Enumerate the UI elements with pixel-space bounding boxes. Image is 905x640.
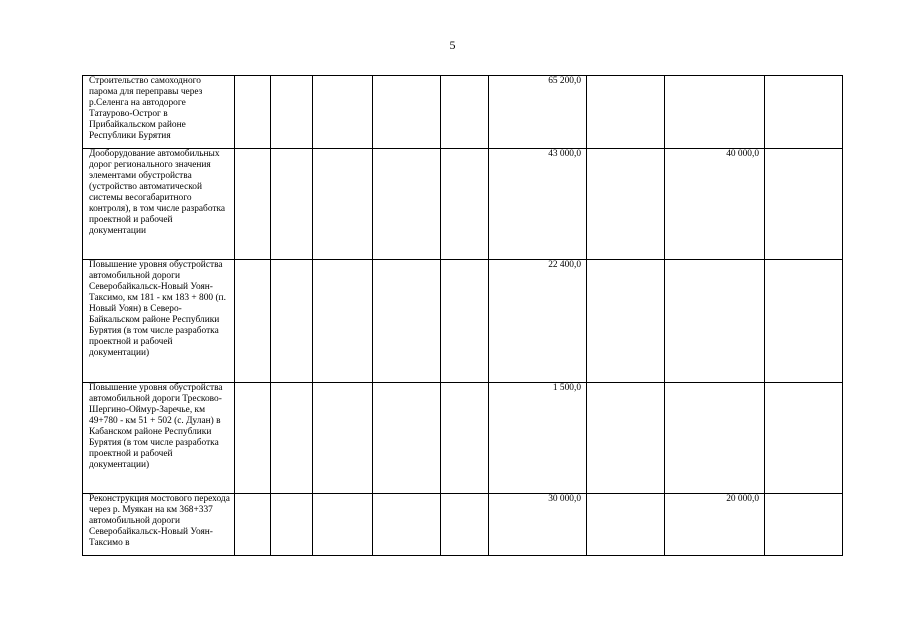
empty-cell [271,260,313,383]
empty-cell [373,260,441,383]
empty-cell [271,383,313,494]
amount-cell: 20 000,0 [665,494,765,556]
empty-cell [235,149,271,260]
empty-cell [765,76,843,149]
table-row [83,383,843,494]
table-row [83,494,843,556]
empty-cell [441,76,489,149]
empty-cell [441,494,489,556]
amount-cell: 30 000,0 [489,494,587,556]
empty-cell [235,76,271,149]
budget-table [82,75,843,556]
empty-cell [765,383,843,494]
amount-cell [665,76,765,149]
empty-cell [373,76,441,149]
amount-cell [665,260,765,383]
amount-cell: 1 500,0 [489,383,587,494]
empty-cell [373,383,441,494]
amount-cell: 43 000,0 [489,149,587,260]
empty-cell [441,149,489,260]
empty-cell [587,260,665,383]
empty-cell [587,383,665,494]
amount-cell: 22 400,0 [489,260,587,383]
table-row [83,76,843,149]
project-description: Строительство самоходного парома для переправы через р.Селенга на автодороге Татаурово-Острог в Прибайкальском районе Республики Бурятия [83,76,235,149]
empty-cell [765,149,843,260]
empty-cell [587,76,665,149]
empty-cell [441,383,489,494]
project-description: Реконструкция мостового перехода через р. Муякан на км 368+337 автомобильной дороги Северобайкальск-Новый Уоян-Таксимо в [83,494,235,556]
empty-cell [235,494,271,556]
empty-cell [271,494,313,556]
empty-cell [373,149,441,260]
empty-cell [313,494,373,556]
empty-cell [765,494,843,556]
empty-cell [587,149,665,260]
page-number: 5 [449,38,456,52]
amount-cell: 65 200,0 [489,76,587,149]
project-description: Повышение уровня обустройства автомобильной дороги Тресково-Шергино-Оймур-Заречье, км 49+780 - км 51 + 502 (с. Дулан) в Кабанском районе Республики Бурятия (в том числе разработка проектной и рабочей документации) [83,383,235,494]
empty-cell [441,260,489,383]
empty-cell [271,149,313,260]
empty-cell [313,76,373,149]
empty-cell [313,383,373,494]
amount-cell: 40 000,0 [665,149,765,260]
empty-cell [313,260,373,383]
project-description: Повышение уровня обустройства автомобильной дороги Северобайкальск-Новый Уоян-Таксимо, км 181 - км 183 + 800 (п. Новый Уоян) в Северо-Байкальском районе Республики Бурятия (в том числе разработка проектной и рабочей документации) [83,260,235,383]
empty-cell [313,149,373,260]
table-row [83,149,843,260]
empty-cell [373,494,441,556]
empty-cell [235,260,271,383]
table-row [83,260,843,383]
empty-cell [235,383,271,494]
amount-cell [665,383,765,494]
empty-cell [765,260,843,383]
project-description: Дооборудование автомобильных дорог регионального значения элементами обустройства (устройство автоматической системы весогабаритного контроля), в том числе разработка проектной и рабочей документации [83,149,235,260]
empty-cell [587,494,665,556]
empty-cell [271,76,313,149]
